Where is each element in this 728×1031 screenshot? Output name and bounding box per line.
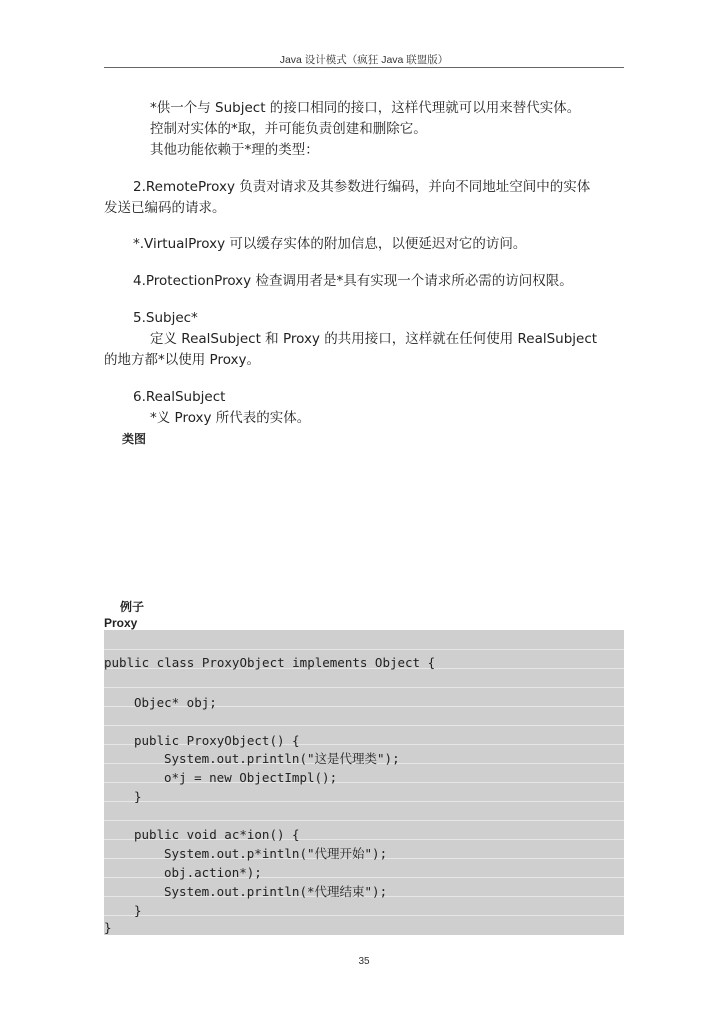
code-line-divider [104,801,624,802]
body-line: 的地方都*以使用 Proxy。 [104,352,261,368]
class-diagram-heading: 类图 [122,432,147,446]
body-line: 5.Subjec* [133,310,198,326]
code-block [104,630,624,935]
header-divider [104,67,624,68]
code-line: System.out.println("这是代理类"); [164,751,400,766]
code-line: o*j = new ObjectImpl(); [164,770,338,785]
body-line: 控制对实体的*取，并可能负责创建和删除它。 [150,121,427,137]
code-line-divider [104,725,624,726]
code-line: System.out.println(*代理结束"); [164,884,388,899]
example-heading: 例子 [120,600,145,614]
page-number: 35 [358,956,370,967]
code-line: Objec* obj; [134,695,217,710]
code-line: public void ac*ion() { [134,827,300,842]
body-line: *.VirtualProxy 可以缓存实体的附加信息，以便延迟对它的访问。 [133,236,527,252]
body-line: 其他功能依赖于*理的类型： [150,142,319,158]
code-line-divider [104,820,624,821]
code-line-divider [104,649,624,650]
code-line: } [134,789,142,804]
body-line: *义 Proxy 所代表的实体。 [150,410,311,426]
body-line: 定义 RealSubject 和 Proxy 的共用接口，这样就在任何使用 RealSubject [150,331,598,347]
body-line: 4.ProtectionProxy 检查调用者是*具有实现一个请求所必需的访问权限。 [133,273,573,289]
body-line: *供一个与 Subject 的接口相同的接口，这样代理就可以用来替代实体。 [150,100,581,116]
code-line: public ProxyObject() { [134,733,300,748]
body-line: 2.RemoteProxy 负责对请求及其参数进行编码，并向不同地址空间中的实体 [133,179,591,195]
code-line-divider [104,687,624,688]
code-line: } [134,903,142,918]
code-line: public class ProxyObject implements Object { [104,655,436,670]
body-line: 发送已编码的请求。 [104,200,226,216]
code-line: obj.action*); [164,865,262,880]
code-line: System.out.p*intln("代理开始"); [164,846,388,861]
code-line: } [104,920,112,935]
proxy-label: Proxy [104,616,138,630]
code-line-divider [104,915,624,916]
page-header: Java 设计模式（疯狂 Java 联盟版） [279,54,449,66]
body-line: 6.RealSubject [133,389,226,405]
